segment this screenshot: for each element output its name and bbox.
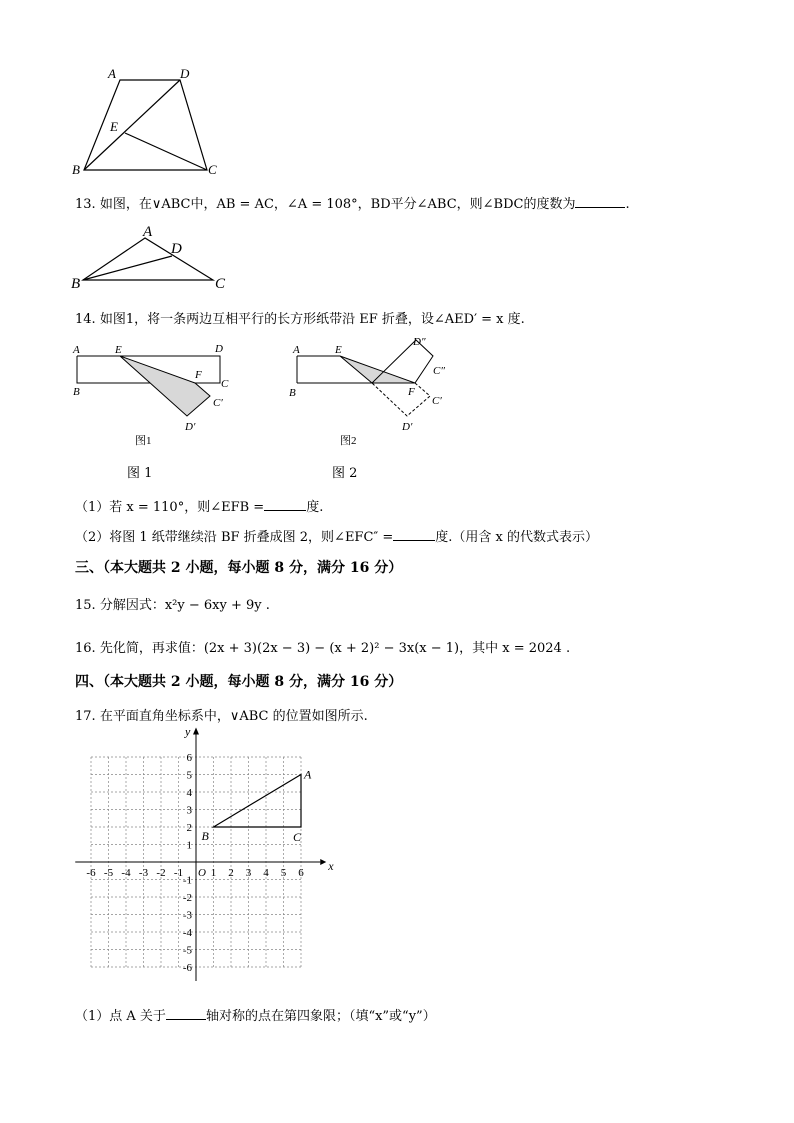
q14-text: 如图1，将一条两边互相平行的长方形纸带沿 EF 折叠，设∠AED′ = x 度. bbox=[99, 312, 525, 327]
point-a-label: A bbox=[304, 767, 312, 782]
y-tick-label: -4 bbox=[182, 927, 192, 939]
question-17 bbox=[75, 705, 368, 724]
x-tick-label: -1 bbox=[173, 867, 184, 879]
q14-number: 14. bbox=[75, 312, 96, 327]
x-axis-arrow-icon bbox=[320, 859, 326, 865]
q17-part1-tail: 轴对称的点在第四象限；（填“x”或“y”） bbox=[205, 1009, 436, 1024]
x-tick-label: -5 bbox=[103, 867, 114, 879]
fig2-caption: 图 2 bbox=[332, 466, 358, 481]
x-tick-label: 3 bbox=[245, 867, 252, 879]
q14-part1-unit: 度. bbox=[306, 500, 324, 515]
point-a-label: A bbox=[108, 66, 116, 81]
x-tick-label: -3 bbox=[138, 867, 149, 879]
y-tick-label: 3 bbox=[186, 804, 192, 817]
q17-part1-text: （1）点 A 关于 bbox=[75, 1009, 166, 1024]
q13-answer-blank bbox=[575, 195, 625, 208]
y-tick-label: -6 bbox=[182, 962, 192, 974]
point-c-double-prime-label: C″ bbox=[433, 365, 445, 377]
y-tick-label: 4 bbox=[186, 787, 192, 799]
fig1-inner-label: 图1 bbox=[135, 435, 152, 447]
q16-text: 先化简，再求值：(2x + 3)(2x − 3) − (x + 2)² − 3x(x − 1)，其中 x = 2024 . bbox=[99, 641, 571, 656]
q14-part1-blank bbox=[264, 498, 306, 511]
point-c-label: C bbox=[208, 162, 217, 177]
point-c-label: C bbox=[215, 276, 226, 292]
point-b-label: B bbox=[72, 162, 80, 177]
y-axis-label: y bbox=[185, 724, 191, 739]
y-tick-label: -3 bbox=[182, 909, 192, 922]
q14-part2-blank bbox=[393, 528, 435, 541]
y-tick-label: -2 bbox=[182, 892, 192, 904]
section-3-heading: 三、（本大题共 2 小题，每小题 8 分，满分 16 分） bbox=[75, 560, 403, 576]
q13-text: 如图，在∨ABC中，AB = AC，∠A = 108°，BD平分∠ABC，则∠BDC的度数为 bbox=[99, 197, 576, 212]
trapezoid-figure bbox=[60, 60, 240, 185]
point-d-double-prime-label: D″ bbox=[413, 336, 426, 348]
q14-part1-text: （1）若 x = 110°，则∠EFB = bbox=[75, 500, 265, 515]
point-e-label: E bbox=[115, 344, 122, 356]
origin-label: O bbox=[198, 867, 206, 879]
coordinate-plane bbox=[60, 724, 340, 990]
x-tick-label: -2 bbox=[156, 867, 166, 879]
q15-number: 15. bbox=[75, 598, 96, 613]
q14-part2-text: （2）将图 1 纸带继续沿 BF 折叠成图 2，则∠EFC″ = bbox=[75, 530, 394, 545]
question-13 bbox=[75, 193, 630, 212]
q13-end: . bbox=[625, 197, 630, 212]
question-16 bbox=[75, 637, 570, 656]
point-e-label: E bbox=[110, 119, 118, 134]
point-f-label: F bbox=[408, 386, 415, 398]
point-d-label: D bbox=[171, 241, 182, 257]
point-d-label: D bbox=[180, 66, 190, 81]
q17-number: 17. bbox=[75, 709, 96, 724]
x-tick-label: 1 bbox=[210, 867, 217, 879]
triangle-abc bbox=[214, 775, 302, 828]
y-tick-label: 2 bbox=[186, 822, 192, 834]
point-b-label: B bbox=[73, 386, 80, 398]
y-tick-label: -5 bbox=[182, 944, 192, 957]
point-c-prime-label: C′ bbox=[432, 395, 442, 407]
triangle-figure bbox=[65, 220, 240, 295]
x-tick-label: -6 bbox=[86, 867, 96, 879]
point-b-label: B bbox=[71, 276, 81, 292]
point-b-label: B bbox=[289, 387, 296, 399]
q13-number: 13. bbox=[75, 197, 96, 212]
point-b-label: B bbox=[201, 829, 209, 843]
fold-figure-1 bbox=[65, 338, 245, 448]
q15-text: 分解因式：x²y − 6xy + 9y . bbox=[99, 598, 270, 613]
point-a-label: A bbox=[293, 344, 300, 356]
q16-number: 16. bbox=[75, 641, 96, 656]
y-tick-label: -1 bbox=[182, 874, 192, 887]
point-c-prime-label: C′ bbox=[213, 397, 223, 409]
x-tick-label: 2 bbox=[228, 867, 234, 879]
y-tick-label: 5 bbox=[186, 769, 192, 782]
x-tick-label: 4 bbox=[263, 867, 269, 879]
question-14 bbox=[75, 308, 525, 327]
point-a-label: A bbox=[73, 344, 80, 356]
y-tick-label: 1 bbox=[186, 839, 192, 852]
q14-part1 bbox=[75, 496, 323, 515]
x-tick-label: 5 bbox=[280, 867, 287, 879]
point-d-prime-label: D′ bbox=[402, 421, 413, 433]
point-c-label: C bbox=[293, 830, 302, 844]
point-c-label: C bbox=[221, 378, 229, 390]
q14-part2-unit: 度.（用含 x 的代数式表示） bbox=[435, 530, 599, 545]
y-tick-label: 6 bbox=[186, 752, 192, 764]
point-e-label: E bbox=[335, 344, 342, 356]
y-axis-arrow-icon bbox=[193, 728, 199, 735]
q17-part1-blank bbox=[166, 1007, 206, 1020]
point-a-label: A bbox=[143, 224, 153, 240]
q14-part2 bbox=[75, 526, 598, 545]
x-axis-label: x bbox=[328, 859, 334, 873]
point-d-prime-label: D′ bbox=[185, 421, 196, 433]
point-f-label: F bbox=[195, 369, 202, 381]
fig1-caption: 图 1 bbox=[127, 466, 153, 481]
question-15 bbox=[75, 594, 270, 613]
x-tick-label: 6 bbox=[298, 867, 304, 879]
section-4-heading: 四、（本大题共 2 小题，每小题 8 分，满分 16 分） bbox=[75, 674, 403, 690]
fig2-inner-label: 图2 bbox=[340, 435, 357, 447]
q17-text: 在平面直角坐标系中，∨ABC 的位置如图所示. bbox=[99, 709, 368, 724]
q17-part1 bbox=[75, 1005, 436, 1024]
x-tick-label: -4 bbox=[121, 867, 131, 879]
point-d-label: D bbox=[215, 343, 223, 355]
fold-figure-2 bbox=[285, 330, 465, 448]
